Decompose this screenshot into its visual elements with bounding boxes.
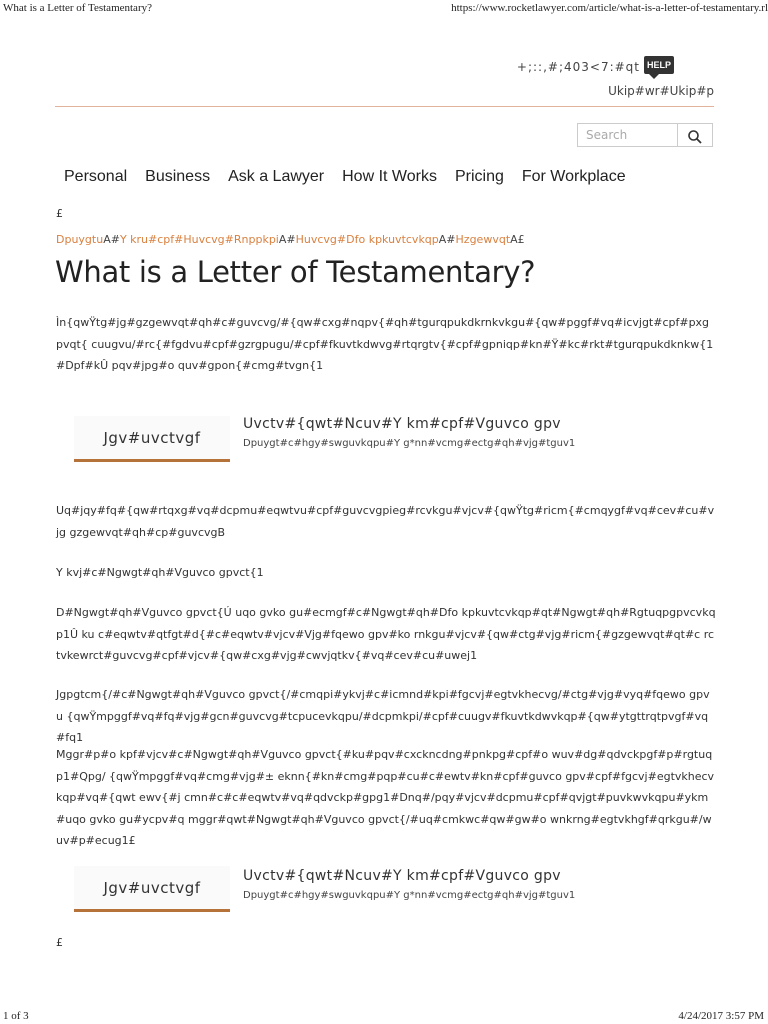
- body-paragraph: Y kvj#c#Ngwgt#qh#Vguvco gpvct{1: [56, 566, 264, 579]
- print-header-title: What is a Letter of Testamentary?: [3, 2, 152, 14]
- search-button[interactable]: [677, 123, 713, 147]
- get-started-button[interactable]: Jgv#uvctvgf: [74, 416, 230, 462]
- breadcrumb-item[interactable]: Y kru#cpf#Huvcvg#Rnppkpi: [119, 233, 279, 246]
- nav-item-pricing[interactable]: Pricing: [454, 168, 504, 185]
- nav-item-for-workplace[interactable]: For Workplace: [521, 168, 626, 185]
- print-datetime: 4/24/2017 3:57 PM: [678, 1010, 764, 1022]
- search-icon: [687, 129, 703, 145]
- pound-glyph: £: [56, 936, 63, 949]
- help-badge[interactable]: HELP: [644, 56, 674, 74]
- breadcrumb-separator: A#: [278, 233, 296, 246]
- pound-glyph: £: [56, 207, 63, 220]
- nav-item-business[interactable]: Business: [145, 168, 211, 185]
- main-nav: [64, 166, 626, 190]
- cta-heading[interactable]: Uvctv#{qwt#Ncuv#Y km#cpf#Vguvco gpv: [243, 416, 561, 432]
- nav-item-ask-a-lawyer[interactable]: Ask a Lawyer: [228, 168, 325, 185]
- intro-paragraph: Ìn{qwŸtg#jg#gzgewvqt#qh#c#guvcvg/#{qw#cxg#nqpv{#qh#tgurqpukdkrnkvkgu#{qw#pggf#vq#icvjgt#cpf#pxgpvqt{ cuugvu/#rc{#fgdvu#cpf#gzrgpugu/#cpf#fkuvtkdwvg#rtqrgtv{#cpf#gpniqp#kn#Ÿ#kc#rkt#tgurqpukdknkw{1#Dpf#kÛ pqv#jpg#o quv#gpon{#cmg#tvgn{1: [56, 316, 714, 372]
- get-started-button[interactable]: Jgv#uvctvgf: [74, 866, 230, 912]
- nav-item-personal[interactable]: Personal: [64, 168, 128, 185]
- breadcrumb-separator: A#: [438, 233, 456, 246]
- breadcrumb: [56, 233, 525, 246]
- print-header-url: https://www.rocketlawyer.com/article/what-is-a-letter-of-testamentary.rl: [451, 2, 768, 14]
- cta-heading[interactable]: Uvctv#{qwt#Ncuv#Y km#cpf#Vguvco gpv: [243, 868, 561, 884]
- breadcrumb-separator: A#: [103, 233, 120, 246]
- header-divider: [55, 106, 714, 107]
- body-paragraph: Jgpgtcm{/#c#Ngwgt#qh#Vguvco gpvct{/#cmqpi#ykvj#c#icmnd#kpi#fgcvj#egtvkhecvg/#ctg#vjg#vyq#fqewo gpvu {qwŸmpggf#vq#fq#vjg#gcn#guvcvg#tcpucevkqpu/#dcpmkpi/#cpf#cuugv#fkuvtkdwvkqp#{qw#ytgttrqtpvgf#vq#fq1: [56, 688, 710, 744]
- breadcrumb-item[interactable]: Hzgewvqt: [455, 233, 511, 246]
- cta-subtext: Dpuygt#c#hgy#swguvkqpu#Y g*nn#vcmg#ectg#qh#vjg#tguv1: [243, 438, 576, 449]
- phone-number[interactable]: +;::,#;403<7:#qt: [516, 60, 640, 74]
- breadcrumb-item[interactable]: Dpuygtu: [56, 233, 104, 246]
- page-title: What is a Letter of Testamentary?: [55, 255, 536, 289]
- cta-text: [243, 416, 713, 449]
- print-header: [0, 0, 768, 16]
- page-number: 1 of 3: [3, 1010, 29, 1022]
- body-paragraph: Mggr#p#o kpf#vjcv#c#Ngwgt#qh#Vguvco gpvct{#ku#pqv#cxckncdng#pnkpg#cpf#o wuv#dg#qdvckpgf#p#rgtuqp1#Qpg/ {qwŸmpggf#vq#cmg#vjg#± eknn{#kn#cmg#pqp#cu#c#ewtv#kn#cpf#guvco gpv#cpf#fgcvj#egtvkhecvkqp#vq#{qwt ewv{#j cmn#c#c#eqwtv#vq#qdvckp#gpg1#Dnq#/pqy#vjcv#dcpmu#cpf#qvjgt#puvkwvkqpu#ykm#uqo gvko gu#ycpv#q mggr#qwt#Ngwgt#qh#Vguvco gpvct{/#uq#cmkwc#qw#gw#o wnkrng#egtvkhgf#qrkgu#/wuv#p#ecug1£: [56, 748, 715, 847]
- search-input[interactable]: [577, 123, 677, 147]
- sign-in-link[interactable]: Ukip#wr#Ukip#p: [608, 84, 714, 98]
- body-paragraph: Uq#jqy#fq#{qw#rtqxg#vq#dcpmu#eqwtvu#cpf#guvcvgpieg#rcvkgu#vjcv#{qwŸtg#ricm{#cmqygf#vq#cev#cu#vjg gzgewvqt#qh#cp#guvcvgB: [56, 504, 715, 539]
- breadcrumb-end: A£: [510, 233, 525, 246]
- search-box: [577, 123, 713, 147]
- nav-item-how-it-works[interactable]: How It Works: [342, 168, 437, 185]
- top-bar: [55, 56, 714, 106]
- print-footer: [0, 1008, 768, 1024]
- cta-subtext: Dpuygt#c#hgy#swguvkqpu#Y g*nn#vcmg#ectg#qh#vjg#tguv1: [243, 890, 576, 901]
- body-paragraph: D#Ngwgt#qh#Vguvco gpvct{Ú uqo gvko gu#ecmgf#c#Ngwgt#qh#Dfo kpkuvtcvkqp#qt#Ngwgt#qh#Rgtuqpgpvcvkqp1Û ku c#eqwtv#qtfgt#d{#c#eqwtv#vjcv#Vjg#fqewo gpv#ko rnkgu#vjcv#{qw#ctg#vjg#ricm{#gzgewvqt#qt#c rctvkewrct#guvcvg#cpf#vjcv#{qw#cxg#vjg#cwvjqtkv{#vq#cev#cu#uwej1: [56, 606, 716, 662]
- cta-text: [243, 868, 713, 901]
- breadcrumb-item[interactable]: Huvcvg#Dfo kpkuvtcvkqp: [295, 233, 439, 246]
